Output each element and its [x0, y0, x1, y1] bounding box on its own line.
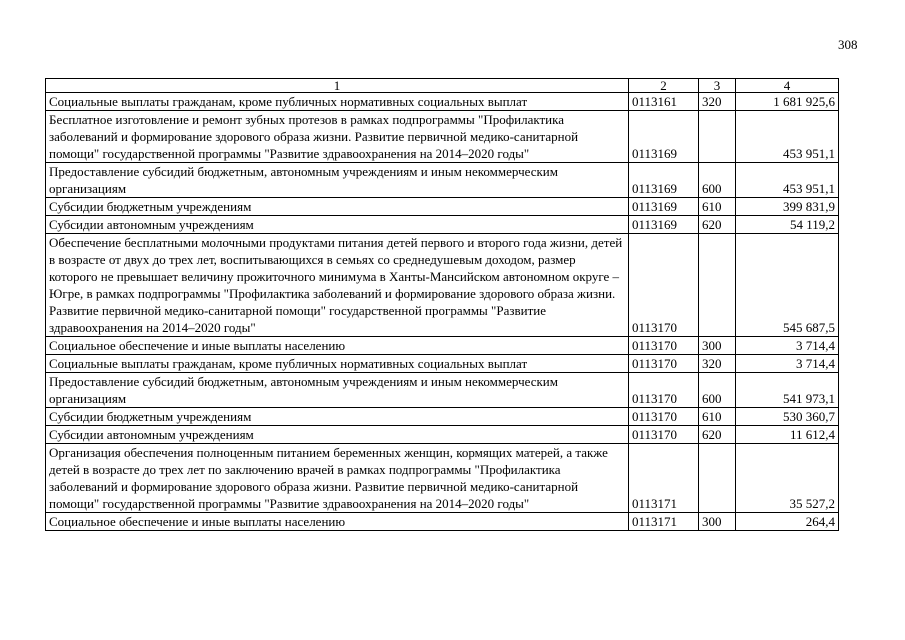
header-col-4: 4: [736, 79, 839, 93]
row-type: 620: [699, 216, 736, 234]
row-type: 320: [699, 355, 736, 373]
row-code: 0113170: [629, 373, 699, 408]
row-description: Субсидии автономным учреждениям: [46, 426, 629, 444]
table-row: [46, 373, 839, 408]
table-row: [46, 198, 839, 216]
table-row: [46, 234, 839, 337]
row-type: 610: [699, 198, 736, 216]
row-description: Социальное обеспечение и иные выплаты населению: [46, 337, 629, 355]
row-type: 300: [699, 513, 736, 531]
header-col-3: 3: [699, 79, 736, 93]
row-type: [699, 234, 736, 337]
row-amount: 35 527,2: [736, 444, 839, 513]
table-row: [46, 111, 839, 163]
row-code: 0113169: [629, 111, 699, 163]
row-amount: 1 681 925,6: [736, 93, 839, 111]
row-description: Субсидии бюджетным учреждениям: [46, 198, 629, 216]
row-amount: 3 714,4: [736, 337, 839, 355]
row-description: Предоставление субсидий бюджетным, автономным учреждениям и иным некоммерческим организациям: [46, 163, 629, 198]
table-row: [46, 216, 839, 234]
header-col-1: 1: [46, 79, 629, 93]
table-row: [46, 513, 839, 531]
row-description: Субсидии бюджетным учреждениям: [46, 408, 629, 426]
row-code: 0113169: [629, 163, 699, 198]
row-amount: 453 951,1: [736, 111, 839, 163]
row-code: 0113169: [629, 198, 699, 216]
row-type: 600: [699, 163, 736, 198]
row-code: 0113169: [629, 216, 699, 234]
row-description: Обеспечение бесплатными молочными продуктами питания детей первого и второго года жизни, детей в возрасте от двух до трех лет, воспитывающихся в семьях со среднедушевым доходом, размер которого не превышает величину прожиточного минимума в Ханты-Мансийском автономном округе – Югре, в рамках подпрограммы "Профилактика заболеваний и формирование здорового образа жизни. Развитие первичной медико-санитарной помощи" государственной программы "Развитие здравоохранения на 2014–2020 годы": [46, 234, 629, 337]
table-row: [46, 337, 839, 355]
row-description: Субсидии автономным учреждениям: [46, 216, 629, 234]
table-row: [46, 163, 839, 198]
row-amount: 530 360,7: [736, 408, 839, 426]
row-description: Организация обеспечения полноценным питанием беременных женщин, кормящих матерей, а также детей в возрасте до трех лет по заключению врачей в рамках подпрограммы "Профилактика заболеваний и формирование здорового образа жизни. Развитие первичной медико-санитарной помощи" государственной программы "Развитие здравоохранения на 2014–2020 годы": [46, 444, 629, 513]
row-code: 0113170: [629, 408, 699, 426]
row-amount: 541 973,1: [736, 373, 839, 408]
table-row: [46, 355, 839, 373]
row-code: 0113170: [629, 426, 699, 444]
row-description: Бесплатное изготовление и ремонт зубных протезов в рамках подпрограммы "Профилактика заболеваний и формирование здорового образа жизни. Развитие первичной медико-санитарной помощи" государственной программы "Развитие здравоохранения на 2014–2020 годы": [46, 111, 629, 163]
row-amount: 545 687,5: [736, 234, 839, 337]
row-type: [699, 444, 736, 513]
row-code: 0113170: [629, 234, 699, 337]
row-type: 300: [699, 337, 736, 355]
page-number: 308: [838, 37, 858, 52]
row-description: Социальные выплаты гражданам, кроме публичных нормативных социальных выплат: [46, 93, 629, 111]
table-header-row: [46, 79, 839, 93]
row-description: Социальное обеспечение и иные выплаты населению: [46, 513, 629, 531]
row-type: 320: [699, 93, 736, 111]
row-amount: 3 714,4: [736, 355, 839, 373]
row-code: 0113171: [629, 513, 699, 531]
table-row: [46, 93, 839, 111]
row-code: 0113171: [629, 444, 699, 513]
table-row: [46, 444, 839, 513]
row-amount: 264,4: [736, 513, 839, 531]
row-description: Предоставление субсидий бюджетным, автономным учреждениям и иным некоммерческим организациям: [46, 373, 629, 408]
budget-table: [45, 78, 839, 531]
row-amount: 399 831,9: [736, 198, 839, 216]
row-amount: 11 612,4: [736, 426, 839, 444]
row-description: Социальные выплаты гражданам, кроме публичных нормативных социальных выплат: [46, 355, 629, 373]
row-amount: 453 951,1: [736, 163, 839, 198]
table-row: [46, 426, 839, 444]
table-row: [46, 408, 839, 426]
row-code: 0113161: [629, 93, 699, 111]
row-type: [699, 111, 736, 163]
row-amount: 54 119,2: [736, 216, 839, 234]
row-code: 0113170: [629, 337, 699, 355]
row-type: 620: [699, 426, 736, 444]
row-type: 610: [699, 408, 736, 426]
header-col-2: 2: [629, 79, 699, 93]
row-type: 600: [699, 373, 736, 408]
row-code: 0113170: [629, 355, 699, 373]
